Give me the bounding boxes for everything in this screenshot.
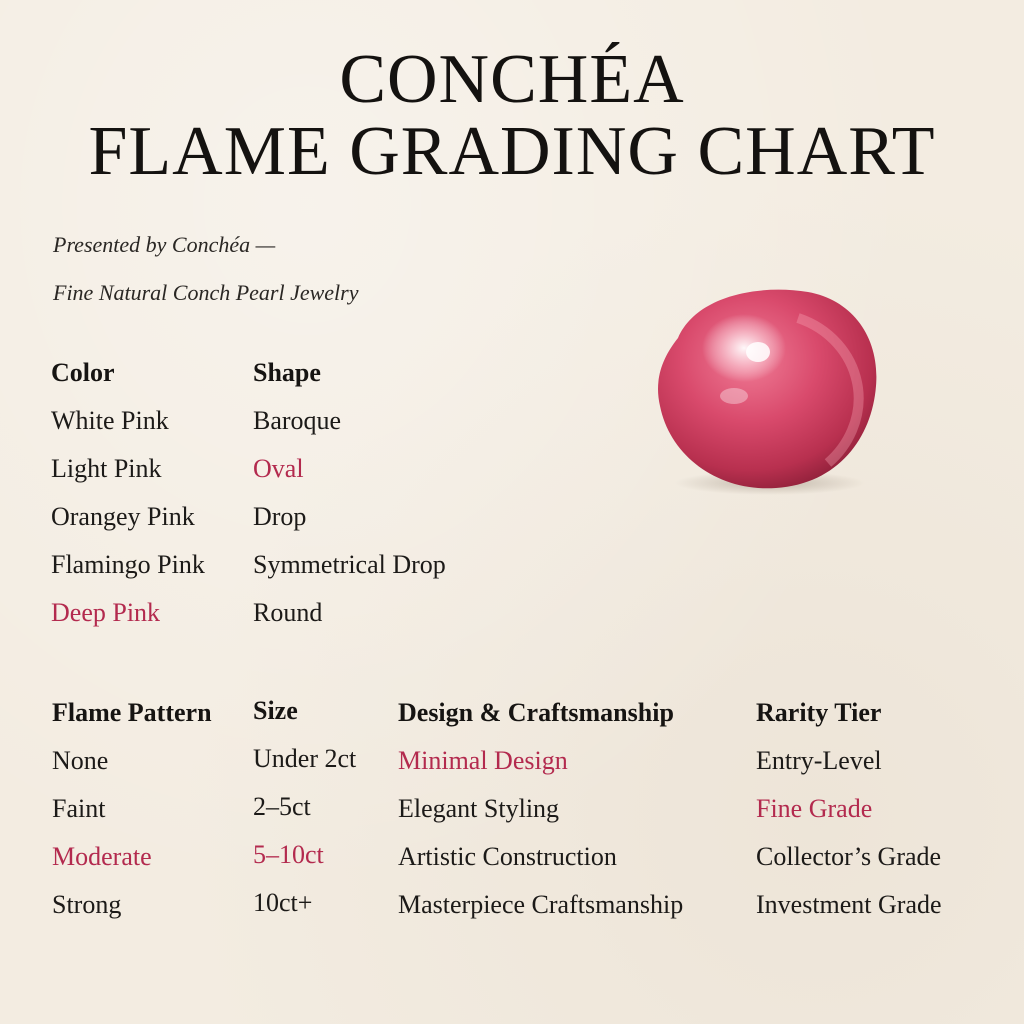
rarity-column (756, 696, 942, 936)
shape-item: Baroque (253, 406, 342, 435)
size-item: 5–10ct (253, 840, 324, 869)
size-item: Under 2ct (253, 744, 357, 773)
size-item: 10ct+ (253, 888, 313, 917)
color-item: White Pink (51, 406, 169, 435)
flame-pattern-heading: Flame Pattern (52, 698, 212, 727)
shape-item: Round (253, 598, 323, 627)
color-item: Light Pink (51, 454, 162, 483)
flame-pattern-item: Strong (52, 890, 122, 919)
size-item: 2–5ct (253, 792, 311, 821)
flame-pattern-item: None (52, 746, 109, 775)
color-item: Deep Pink (51, 598, 161, 627)
flame-pattern-item: Moderate (52, 842, 152, 871)
subtitle-tagline: Fine Natural Conch Pearl Jewelry (53, 280, 359, 305)
pearl-body (658, 290, 876, 489)
page-title-brand: CONCHÉA (339, 41, 685, 118)
design-column (398, 696, 683, 936)
shape-item: Symmetrical Drop (253, 550, 446, 579)
rarity-item: Fine Grade (756, 794, 873, 823)
design-item: Artistic Construction (398, 842, 617, 871)
shape-item: Drop (253, 502, 307, 531)
page-title-chart: FLAME GRADING CHART (88, 113, 936, 190)
design-item: Elegant Styling (398, 794, 560, 823)
design-item: Masterpiece Craftsmanship (398, 890, 684, 919)
rarity-heading: Rarity Tier (756, 698, 882, 727)
shape-heading: Shape (253, 358, 321, 387)
rarity-item: Entry-Level (756, 746, 882, 775)
design-heading: Design & Craftsmanship (398, 698, 674, 727)
design-item: Minimal Design (398, 746, 568, 775)
flame-pattern-item: Faint (52, 794, 106, 823)
subtitle-presented-by: Presented by Conchéa — (53, 232, 276, 257)
pearl-glint (746, 342, 770, 362)
size-column (253, 694, 356, 934)
rarity-item: Collector’s Grade (756, 842, 942, 871)
shape-item: Oval (253, 454, 304, 483)
flame-pattern-column (52, 696, 212, 936)
color-item: Orangey Pink (51, 502, 195, 531)
rarity-item: Investment Grade (756, 890, 942, 919)
color-heading: Color (51, 358, 115, 387)
pearl-glint-secondary (720, 388, 748, 404)
color-column (51, 356, 205, 644)
size-heading: Size (253, 696, 298, 725)
shape-column (253, 356, 446, 644)
color-item: Flamingo Pink (51, 550, 205, 579)
pearl-highlight (702, 314, 786, 382)
conch-pearl-image (648, 278, 888, 498)
